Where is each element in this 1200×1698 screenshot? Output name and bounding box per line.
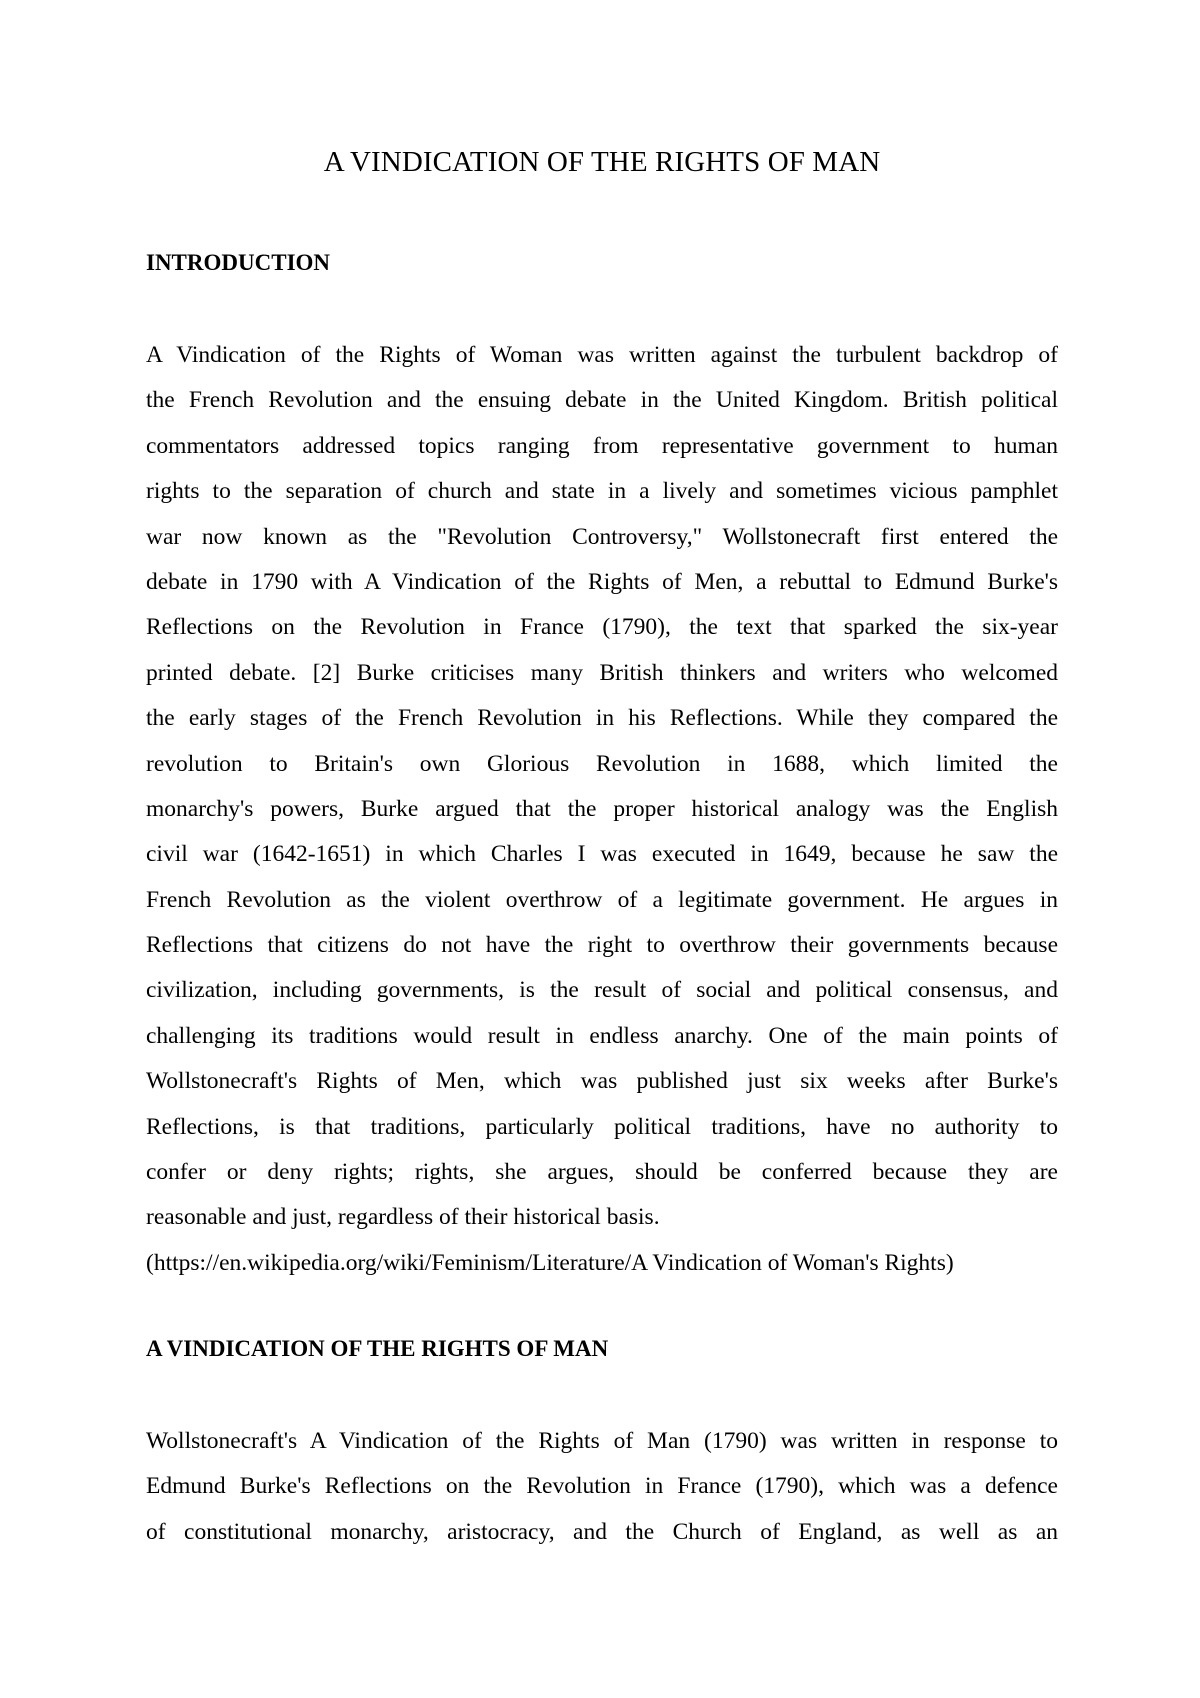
paragraph-line: challenging its traditions would result in endless anarchy. One of the main points of (146, 1022, 1058, 1049)
paragraph-line: revolution to Britain's own Glorious Revolution in 1688, which limited the (146, 750, 1058, 777)
paragraph-line: commentators addressed topics ranging from representative government to human (146, 432, 1058, 459)
vindication-paragraph (146, 1419, 1058, 1555)
section-heading-vindication: A VINDICATION OF THE RIGHTS OF MAN (146, 1336, 609, 1361)
paragraph-line: civilization, including governments, is the result of social and political consensus, and (146, 977, 1058, 1004)
paragraph-line: the French Revolution and the ensuing debate in the United Kingdom. British political (146, 387, 1058, 414)
document-title: A VINDICATION OF THE RIGHTS OF MAN (323, 146, 881, 178)
paragraph-line: civil war (1642-1651) in which Charles I was executed in 1649, because he saw the (146, 841, 1058, 868)
section-heading-introduction: INTRODUCTION (146, 250, 331, 275)
paragraph-line: Wollstonecraft's Rights of Men, which was published just six weeks after Burke's (146, 1068, 1058, 1095)
paragraph-line: Edmund Burke's Reflections on the Revolution in France (1790), which was a defence (146, 1473, 1058, 1500)
source-citation: (https://en.wikipedia.org/wiki/Feminism/Literature/A Vindication of Woman's Rights) (146, 1249, 954, 1276)
paragraph-line: Wollstonecraft's A Vindication of the Rights of Man (1790) was written in response to (146, 1428, 1058, 1454)
paragraph-line: printed debate. [2] Burke criticises many British thinkers and writers who welcomed (146, 659, 1058, 686)
paragraph-line: monarchy's powers, Burke argued that the proper historical analogy was the English (146, 795, 1058, 822)
paragraph-line: war now known as the "Revolution Controversy," Wollstonecraft first entered the (146, 523, 1058, 550)
introduction-paragraph (146, 333, 1058, 1286)
paragraph-line: Reflections on the Revolution in France (1790), the text that sparked the six-year (146, 614, 1058, 641)
paragraph-line: debate in 1790 with A Vindication of the Rights of Men, a rebuttal to Edmund Burke's (146, 568, 1058, 595)
paragraph-line: confer or deny rights; rights, she argues, should be conferred because they are (146, 1159, 1058, 1186)
paragraph-line: reasonable and just, regardless of their historical basis. (146, 1204, 660, 1231)
paragraph-line: A Vindication of the Rights of Woman was written against the turbulent backdrop of (146, 342, 1058, 368)
paragraph-line: Reflections that citizens do not have the right to overthrow their governments because (146, 932, 1058, 959)
paragraph-line: rights to the separation of church and state in a lively and sometimes vicious pamphlet (146, 478, 1058, 505)
paragraph-line: the early stages of the French Revolution in his Reflections. While they compared the (146, 705, 1058, 732)
paragraph-line: of constitutional monarchy, aristocracy, and the Church of England, as well as an (146, 1518, 1058, 1545)
paragraph-line: Reflections, is that traditions, particularly political traditions, have no authority to (146, 1113, 1058, 1140)
paragraph-line: French Revolution as the violent overthrow of a legitimate government. He argues in (146, 886, 1058, 913)
